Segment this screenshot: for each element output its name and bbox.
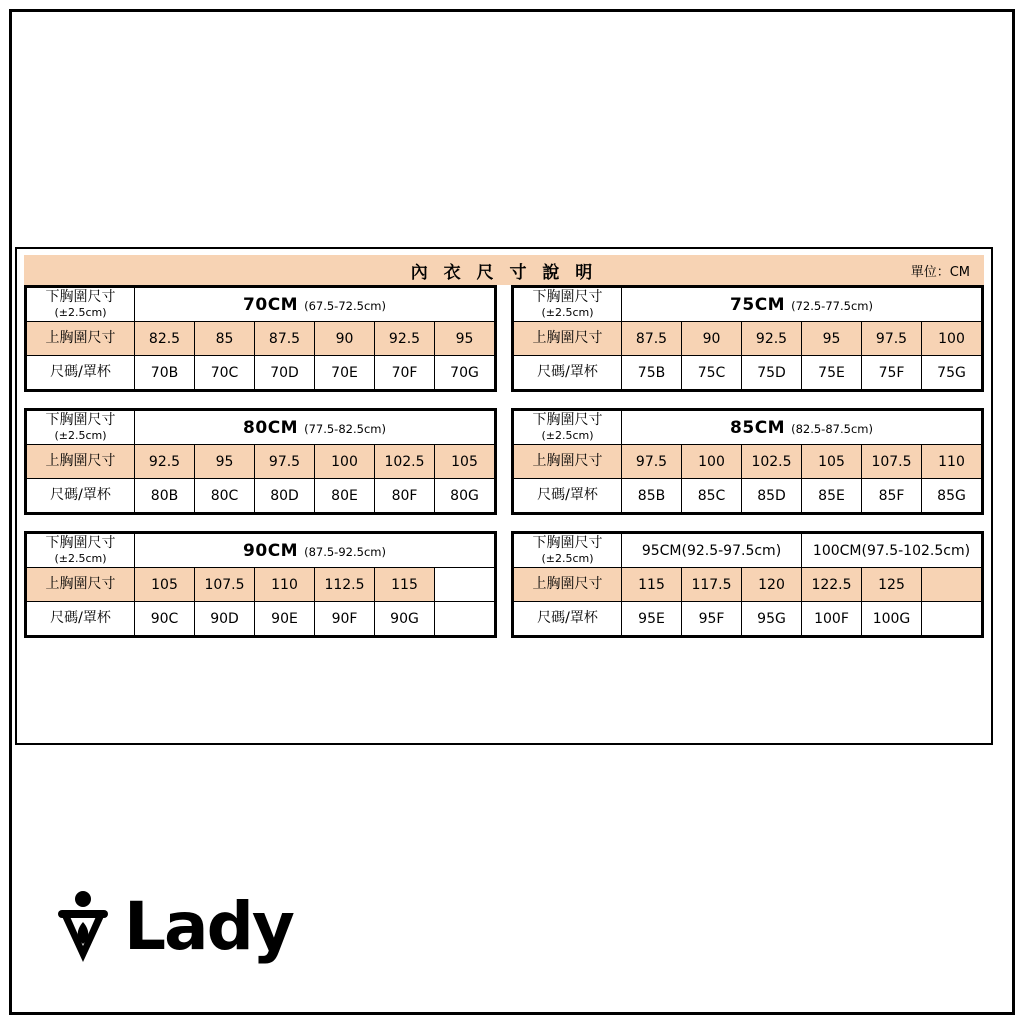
page-title: 內 衣 尺 寸 說 明 <box>410 262 598 283</box>
row-label-overbust: 上胸圍尺寸 <box>27 322 135 356</box>
size-cell-empty <box>435 602 495 636</box>
row-label-underbust: 下胸圍尺寸 (±2.5cm) <box>514 288 622 322</box>
band-header-95: 95CM(92.5-97.5cm) <box>622 534 802 568</box>
unit-note: 單位：CM <box>910 264 970 280</box>
size-cell: 95E <box>622 602 682 636</box>
size-cell: 90D <box>195 602 255 636</box>
overbust-cell: 97.5 <box>862 322 922 356</box>
overbust-cell: 110 <box>922 445 982 479</box>
size-cell: 90C <box>135 602 195 636</box>
table-row <box>27 411 495 445</box>
band-header: 80CM (77.5-82.5cm) <box>135 411 495 445</box>
size-cell: 75G <box>922 356 982 390</box>
row-label-underbust: 下胸圍尺寸 (±2.5cm) <box>27 411 135 445</box>
row-label-overbust: 上胸圍尺寸 <box>514 322 622 356</box>
size-cell: 80E <box>315 479 375 513</box>
band-header: 75CM (72.5-77.5cm) <box>622 288 982 322</box>
table-row <box>514 356 982 390</box>
size-cell: 85G <box>922 479 982 513</box>
overbust-cell: 100 <box>682 445 742 479</box>
overbust-cell: 117.5 <box>682 568 742 602</box>
band-block-85 <box>511 408 984 515</box>
brand-logo <box>52 890 293 964</box>
overbust-cell: 100 <box>315 445 375 479</box>
size-cell: 70D <box>255 356 315 390</box>
size-cell: 80F <box>375 479 435 513</box>
overbust-cell: 107.5 <box>862 445 922 479</box>
brand-name: Lady <box>124 888 293 965</box>
size-cell: 70C <box>195 356 255 390</box>
table-row <box>514 288 982 322</box>
size-cell: 75D <box>742 356 802 390</box>
chart-blocks <box>17 285 991 654</box>
row-label-overbust: 上胸圍尺寸 <box>27 445 135 479</box>
size-cell: 75E <box>802 356 862 390</box>
table-row <box>27 288 495 322</box>
table-row <box>514 322 982 356</box>
table-row <box>27 322 495 356</box>
row-label-overbust: 上胸圍尺寸 <box>514 445 622 479</box>
row-label-size-cup: 尺碼/罩杯 <box>27 356 135 390</box>
size-cell: 80D <box>255 479 315 513</box>
table-row <box>27 568 495 602</box>
size-cell-empty <box>922 602 982 636</box>
row-label-size-cup: 尺碼/罩杯 <box>27 479 135 513</box>
overbust-cell: 87.5 <box>622 322 682 356</box>
row-label-size-cup: 尺碼/罩杯 <box>514 479 622 513</box>
overbust-cell: 115 <box>622 568 682 602</box>
band-block-90 <box>24 531 497 638</box>
block-row-2 <box>24 408 984 515</box>
row-label-size-cup: 尺碼/罩杯 <box>27 602 135 636</box>
overbust-cell: 92.5 <box>742 322 802 356</box>
table-row <box>514 568 982 602</box>
band-header-100: 100CM(97.5-102.5cm) <box>802 534 982 568</box>
overbust-cell: 107.5 <box>195 568 255 602</box>
table-row <box>514 602 982 636</box>
size-cell: 75C <box>682 356 742 390</box>
block-row-1 <box>24 285 984 392</box>
size-cell: 70E <box>315 356 375 390</box>
overbust-cell: 82.5 <box>135 322 195 356</box>
table-row <box>27 602 495 636</box>
size-cell: 90G <box>375 602 435 636</box>
overbust-cell-empty <box>922 568 982 602</box>
table-row <box>514 445 982 479</box>
row-label-underbust: 下胸圍尺寸 (±2.5cm) <box>514 411 622 445</box>
overbust-cell: 120 <box>742 568 802 602</box>
overbust-cell: 105 <box>802 445 862 479</box>
size-cell: 70F <box>375 356 435 390</box>
block-row-3 <box>24 531 984 638</box>
size-cell: 85F <box>862 479 922 513</box>
size-cell: 80G <box>435 479 495 513</box>
size-cell: 70G <box>435 356 495 390</box>
band-block-70 <box>24 285 497 392</box>
overbust-cell: 95 <box>195 445 255 479</box>
chart-title-bar <box>24 255 984 285</box>
size-cell: 85C <box>682 479 742 513</box>
overbust-cell: 115 <box>375 568 435 602</box>
table-row <box>27 479 495 513</box>
overbust-cell: 85 <box>195 322 255 356</box>
table-row <box>27 445 495 479</box>
lady-torso-icon <box>52 890 114 964</box>
table-row <box>514 411 982 445</box>
size-cell: 75B <box>622 356 682 390</box>
band-block-80 <box>24 408 497 515</box>
row-label-size-cup: 尺碼/罩杯 <box>514 356 622 390</box>
overbust-cell: 97.5 <box>255 445 315 479</box>
size-cell: 85E <box>802 479 862 513</box>
overbust-cell: 102.5 <box>742 445 802 479</box>
overbust-cell: 102.5 <box>375 445 435 479</box>
overbust-cell: 112.5 <box>315 568 375 602</box>
overbust-cell: 95 <box>435 322 495 356</box>
size-cell: 90F <box>315 602 375 636</box>
overbust-cell: 90 <box>315 322 375 356</box>
size-cell: 75F <box>862 356 922 390</box>
overbust-cell: 100 <box>922 322 982 356</box>
overbust-cell: 92.5 <box>135 445 195 479</box>
overbust-cell: 105 <box>135 568 195 602</box>
overbust-cell: 92.5 <box>375 322 435 356</box>
size-chart <box>15 247 993 745</box>
band-block-95-100 <box>511 531 984 638</box>
band-block-75 <box>511 285 984 392</box>
size-cell: 90E <box>255 602 315 636</box>
band-header: 85CM (82.5-87.5cm) <box>622 411 982 445</box>
size-cell: 85B <box>622 479 682 513</box>
band-header: 70CM (67.5-72.5cm) <box>135 288 495 322</box>
overbust-cell: 87.5 <box>255 322 315 356</box>
overbust-cell-empty <box>435 568 495 602</box>
table-row <box>27 534 495 568</box>
overbust-cell: 125 <box>862 568 922 602</box>
overbust-cell: 97.5 <box>622 445 682 479</box>
size-cell: 80C <box>195 479 255 513</box>
overbust-cell: 122.5 <box>802 568 862 602</box>
overbust-cell: 95 <box>802 322 862 356</box>
table-row <box>514 534 982 568</box>
table-row <box>514 479 982 513</box>
size-cell: 80B <box>135 479 195 513</box>
size-cell: 100G <box>862 602 922 636</box>
size-cell: 95G <box>742 602 802 636</box>
table-row <box>27 356 495 390</box>
row-label-overbust: 上胸圍尺寸 <box>514 568 622 602</box>
band-header: 90CM (87.5-92.5cm) <box>135 534 495 568</box>
overbust-cell: 105 <box>435 445 495 479</box>
row-label-underbust: 下胸圍尺寸 (±2.5cm) <box>27 534 135 568</box>
overbust-cell: 90 <box>682 322 742 356</box>
size-cell: 85D <box>742 479 802 513</box>
row-label-underbust: 下胸圍尺寸 (±2.5cm) <box>514 534 622 568</box>
overbust-cell: 110 <box>255 568 315 602</box>
row-label-underbust: 下胸圍尺寸 (±2.5cm) <box>27 288 135 322</box>
size-cell: 95F <box>682 602 742 636</box>
size-cell: 70B <box>135 356 195 390</box>
row-label-size-cup: 尺碼/罩杯 <box>514 602 622 636</box>
row-label-overbust: 上胸圍尺寸 <box>27 568 135 602</box>
size-cell: 100F <box>802 602 862 636</box>
